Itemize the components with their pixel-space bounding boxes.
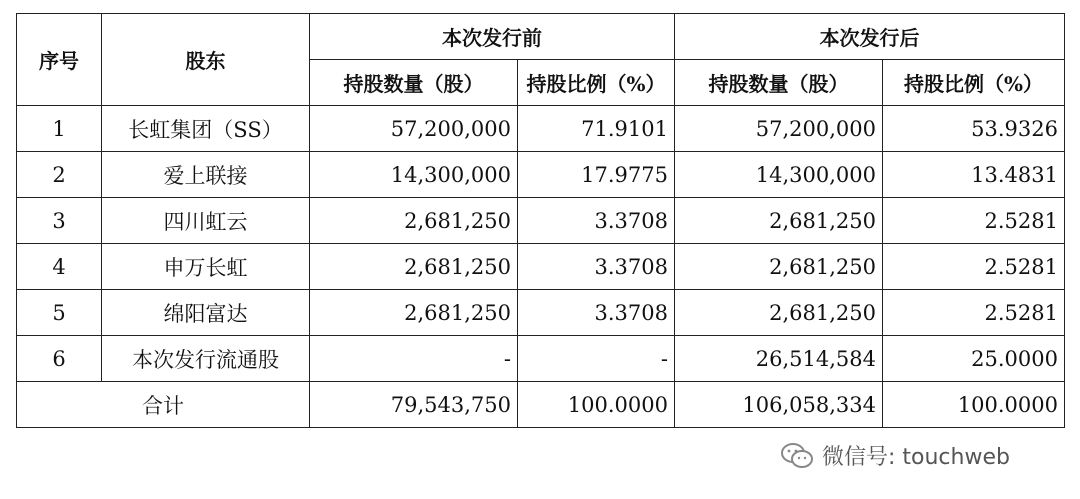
header-row-top [17, 14, 1065, 60]
header-before-issue: 本次发行前 [310, 14, 675, 60]
table-row [17, 106, 1065, 152]
total-before-ratio: 100.0000 [518, 382, 675, 428]
row-before-ratio: 3.3708 [518, 198, 675, 244]
header-holder: 股东 [102, 14, 310, 106]
row-after-ratio: 25.0000 [883, 336, 1065, 382]
table-row [17, 290, 1065, 336]
row-holder-name: 四川虹云 [102, 198, 310, 244]
row-after-ratio: 13.4831 [883, 152, 1065, 198]
shareholding-table [16, 13, 1065, 428]
row-holder-name: 爱上联接 [102, 152, 310, 198]
table-row [17, 152, 1065, 198]
row-before-shares: 2,681,250 [310, 244, 518, 290]
header-after-shares: 持股数量（股） [675, 60, 883, 106]
row-before-shares: - [310, 336, 518, 382]
table-row [17, 336, 1065, 382]
header-before-ratio: 持股比例（%） [518, 60, 675, 106]
table-row [17, 244, 1065, 290]
row-before-shares: 14,300,000 [310, 152, 518, 198]
total-after-ratio: 100.0000 [883, 382, 1065, 428]
watermark [780, 440, 1010, 471]
row-after-ratio: 53.9326 [883, 106, 1065, 152]
row-holder-name: 绵阳富达 [102, 290, 310, 336]
watermark-text: 微信号: touchweb [822, 445, 1010, 470]
total-before-shares: 79,543,750 [310, 382, 518, 428]
total-after-shares: 106,058,334 [675, 382, 883, 428]
row-before-shares: 2,681,250 [310, 290, 518, 336]
row-after-shares: 2,681,250 [675, 244, 883, 290]
row-after-ratio: 2.5281 [883, 290, 1065, 336]
row-after-ratio: 2.5281 [883, 244, 1065, 290]
row-before-ratio: 3.3708 [518, 244, 675, 290]
row-before-ratio: - [518, 336, 675, 382]
header-after-ratio: 持股比例（%） [883, 60, 1065, 106]
row-after-shares: 2,681,250 [675, 290, 883, 336]
total-row [17, 382, 1065, 428]
row-before-ratio: 71.9101 [518, 106, 675, 152]
table-row [17, 198, 1065, 244]
row-seq: 6 [17, 336, 102, 382]
row-after-shares: 2,681,250 [675, 198, 883, 244]
header-before-shares: 持股数量（股） [310, 60, 518, 106]
row-holder-name: 申万长虹 [102, 244, 310, 290]
row-seq: 3 [17, 198, 102, 244]
row-before-ratio: 17.9775 [518, 152, 675, 198]
row-holder-name: 本次发行流通股 [102, 336, 310, 382]
row-before-shares: 2,681,250 [310, 198, 518, 244]
header-seq: 序号 [17, 14, 102, 106]
row-before-ratio: 3.3708 [518, 290, 675, 336]
row-after-shares: 57,200,000 [675, 106, 883, 152]
row-seq: 4 [17, 244, 102, 290]
table-body [17, 106, 1065, 382]
row-seq: 1 [17, 106, 102, 152]
row-after-shares: 26,514,584 [675, 336, 883, 382]
row-seq: 5 [17, 290, 102, 336]
row-seq: 2 [17, 152, 102, 198]
total-label: 合计 [17, 382, 310, 428]
wechat-icon [780, 442, 814, 470]
header-after-issue: 本次发行后 [675, 14, 1065, 60]
row-after-ratio: 2.5281 [883, 198, 1065, 244]
row-before-shares: 57,200,000 [310, 106, 518, 152]
row-holder-name: 长虹集团（SS） [102, 106, 310, 152]
row-after-shares: 14,300,000 [675, 152, 883, 198]
